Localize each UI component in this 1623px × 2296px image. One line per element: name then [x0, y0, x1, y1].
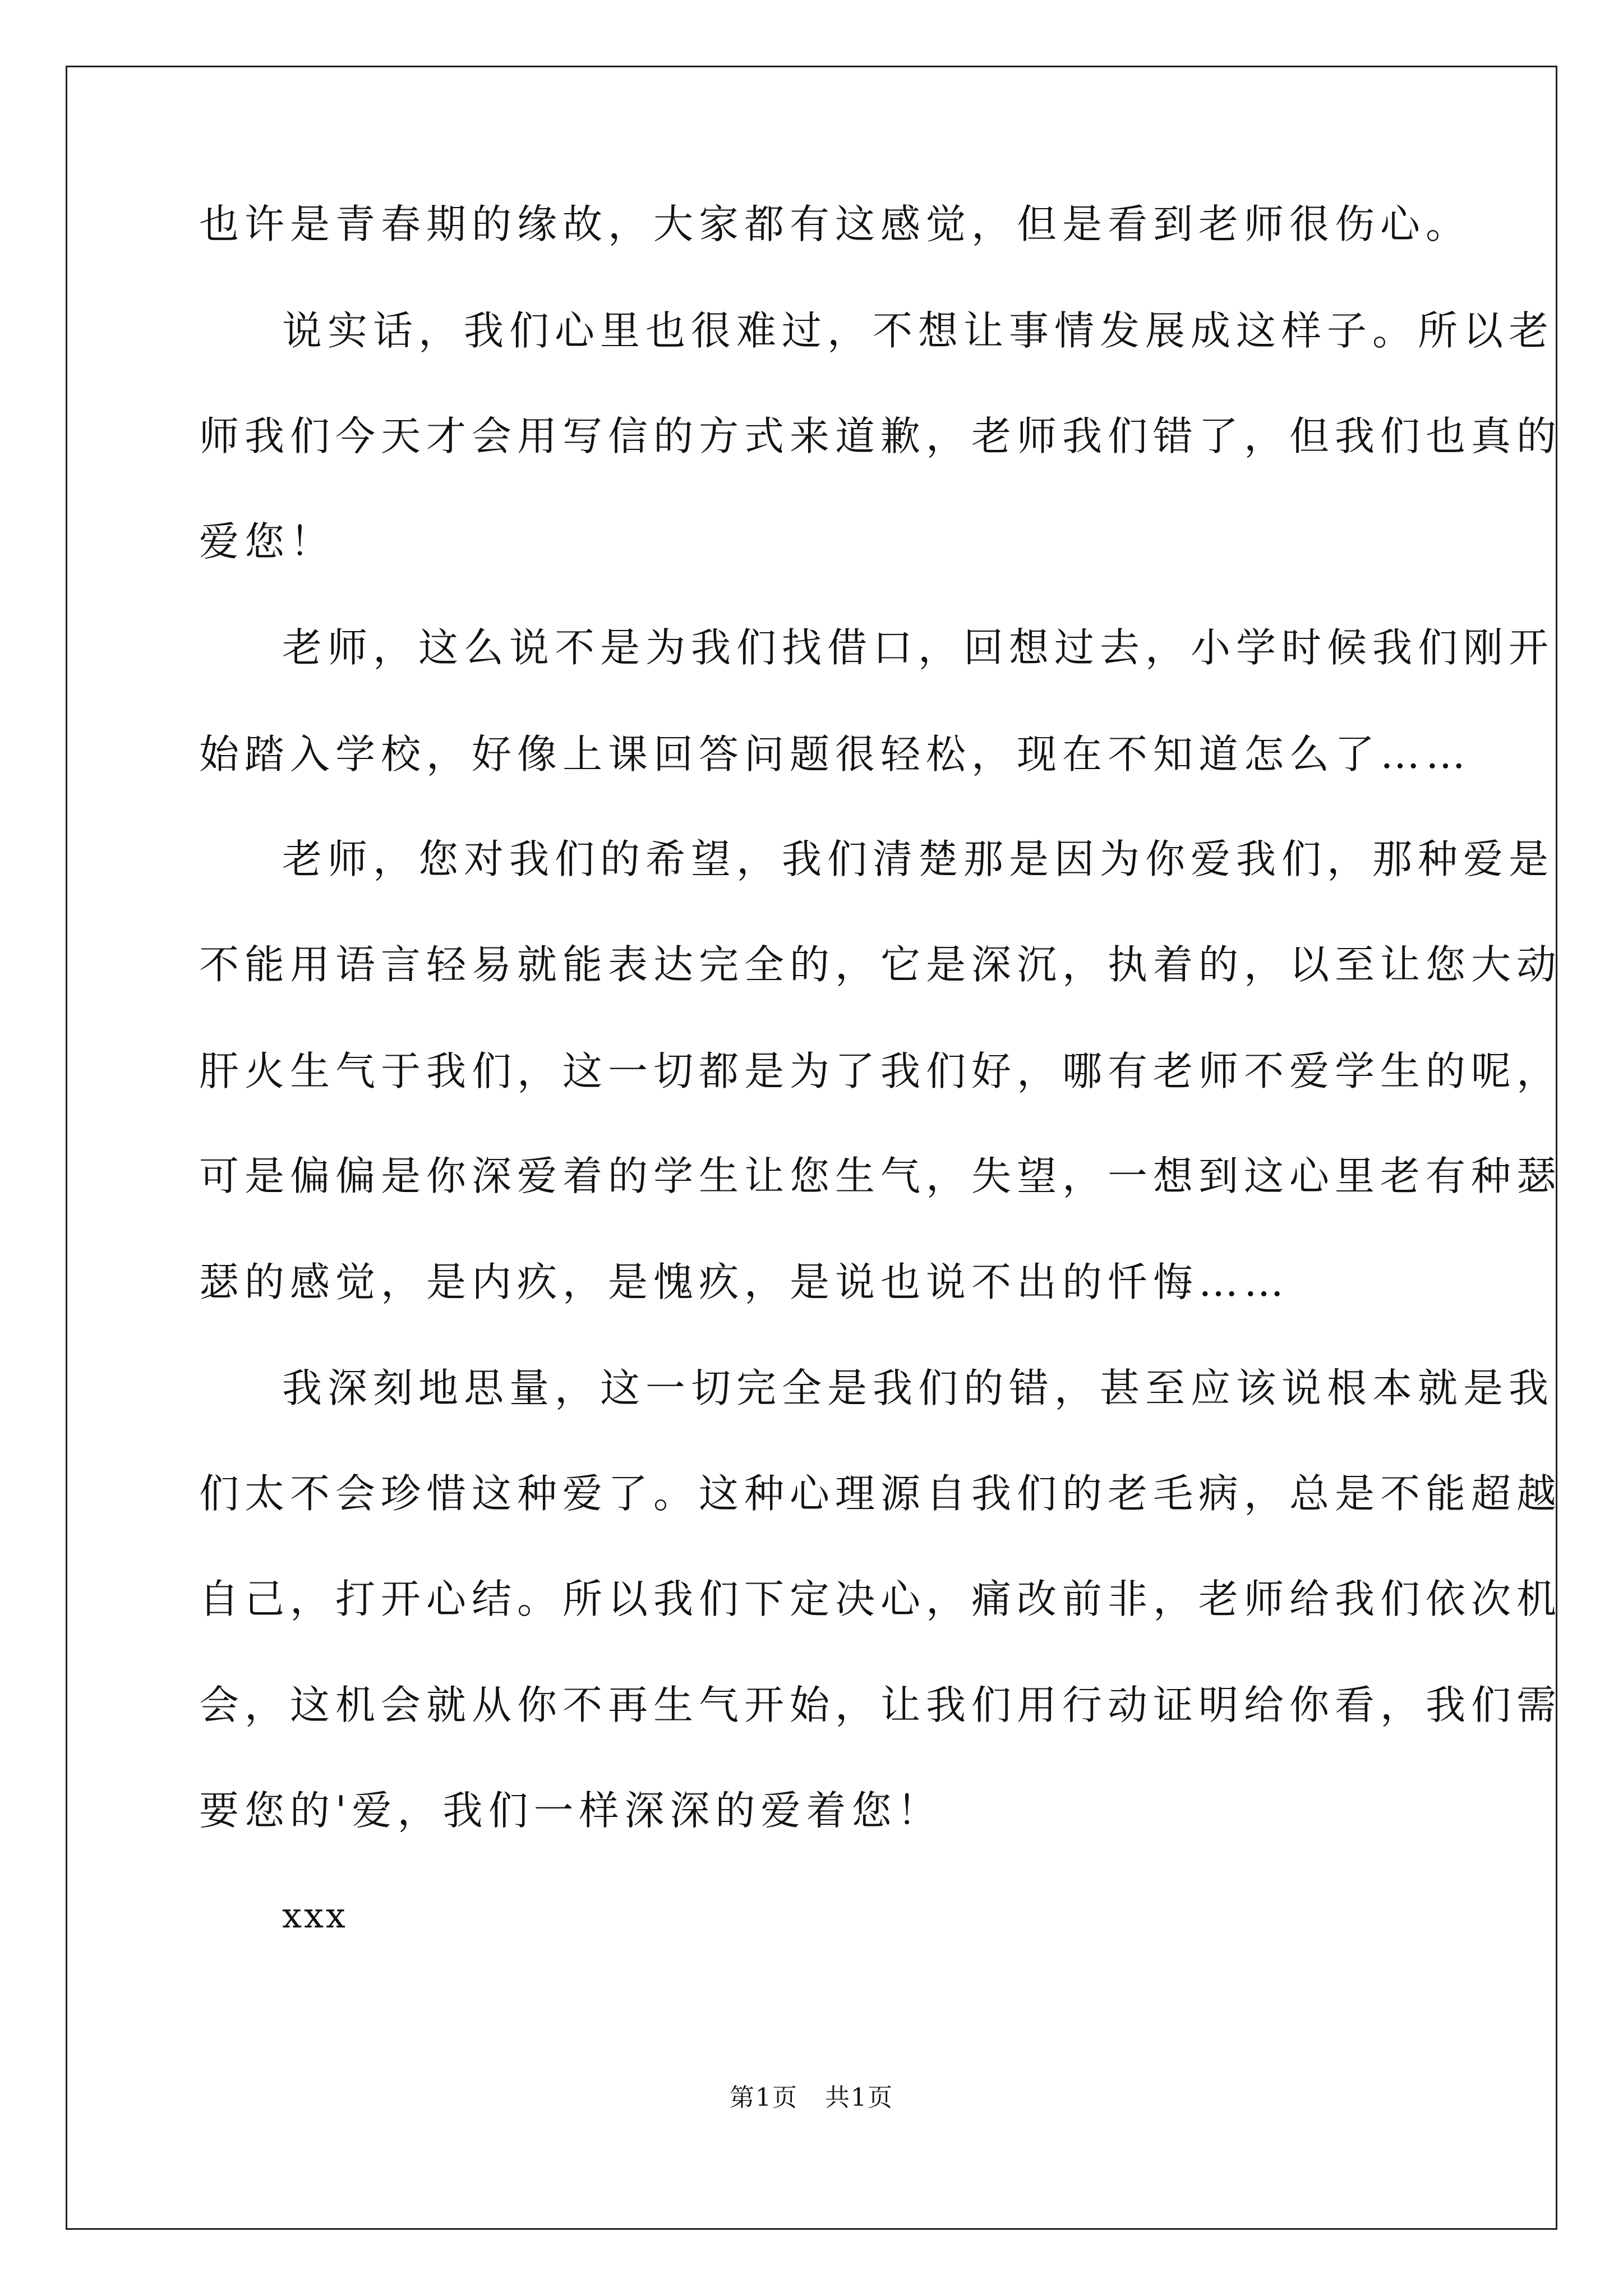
text-line: 爱您！ [199, 518, 336, 565]
signature: xxx [282, 1895, 348, 1936]
text-line: 瑟的感觉，是内疚，是愧疚，是说也说不出的忏悔…… [199, 1259, 1290, 1305]
page-number: 第1页 [730, 2083, 798, 2112]
text-line: 自己，打开心结。所以我们下定决心，痛改前非，老师给我们依次机 [199, 1576, 1562, 1622]
text-line: 们太不会珍惜这种爱了。这种心理源自我们的老毛病，总是不能超越 [199, 1470, 1562, 1517]
page-total: 共1页 [825, 2083, 893, 2112]
text-line: 师我们今天才会用写信的方式来道歉，老师我们错了，但我们也真的 [199, 413, 1562, 459]
text-line: 老师，这么说不是为我们找借口，回想过去，小学时候我们刚开 [282, 624, 1555, 671]
text-line: 肝火生气于我们，这一切都是为了我们好，哪有老师不爱学生的呢， [199, 1048, 1562, 1094]
text-line: 说实话，我们心里也很难过，不想让事情发展成这样子。所以老 [282, 307, 1555, 354]
text-line: 我深刻地思量，这一切完全是我们的错，甚至应该说根本就是我 [282, 1365, 1555, 1411]
text-line: 要您的'爱，我们一样深深的爱着您！ [199, 1787, 943, 1834]
page-footer [0, 2081, 1623, 2115]
text-line: 老师，您对我们的希望，我们清楚那是因为你爱我们，那种爱是 [282, 836, 1555, 882]
text-line: 会，这机会就从你不再生气开始，让我们用行动证明给你看，我们需 [199, 1682, 1562, 1728]
text-line: 不能用语言轻易就能表达完全的，它是深沉，执着的，以至让您大动 [199, 941, 1562, 988]
text-line: 可是偏偏是你深爱着的学生让您生气，失望，一想到这心里老有种瑟 [199, 1153, 1562, 1199]
text-line: 也许是青春期的缘故，大家都有这感觉，但是看到老师很伤心。 [199, 201, 1472, 247]
text-line: 始踏入学校，好像上课回答问题很轻松，现在不知道怎么了…… [199, 731, 1472, 777]
